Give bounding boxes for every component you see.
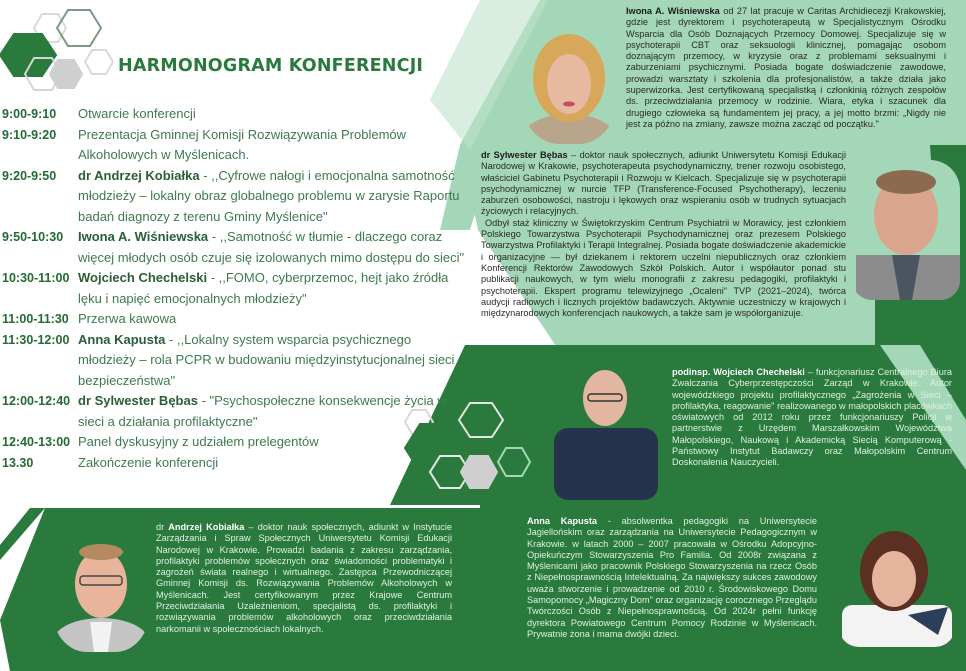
schedule-row xyxy=(2,330,472,392)
schedule-text: - ,,FOMO, cyberprzemoc, hejt jako źródła lęku i napięć emocjonalnych młodzieży" xyxy=(78,270,449,306)
bio-bebas xyxy=(481,150,846,319)
bio-text: od 27 lat pracuje w Caritas Archidiecezji Krakowskiej, gdzie jest dyrektorem i psychoterapeutą w Specjalistycznym Ośrodku Wsparcia dla Osób Doznających Przemocy Domowej. Specjalizuje się w psychoterapii CBT oraz seksuologii klinicznej, pomagając osobom doznającym przemocy, w kryzysie oraz z problemami seksualnymi i zaburzeniami psychicznymi. Posiada bogate doświadczenie zawodowe, prowadzi warsztaty i szkolenia dla profesjonalistów, a także działa jako superwizorka. Jest certyfikowaną specjalistką i członkinią różnych zespołów ds. przeciwdziałania przemocy w rodzinie. Wiara, etyka i szacunek dla drugiego człowieka są fundamentem jej pracy, a jej motto brzmi: „Nigdy nie jest za późno na zmiany, zawsze można zacząć od początku." xyxy=(626,6,946,129)
schedule-row xyxy=(2,453,472,474)
schedule-list xyxy=(2,104,472,473)
photo-chechelski xyxy=(552,360,658,500)
page-title: HARMONOGRAM KONFERENCJI xyxy=(118,56,424,76)
bio-text: – doktor nauk społecznych, adiunkt w Instytucie Zarządzania i Spraw Społecznych Uniwersytetu Komisji Edukacji Narodowej w Krakowie. Prowadzi badania z zakresu zarządzania, profilaktyki problemów społecznych oraz świadomości problematyki i zagrożeń świata realnego i wirtualnego. Zastępca Przewodniczącej Gminnej Komisji ds. Rozwiązywania Problemów Alkoholowych w Myślenicach. Jest certyfikowanym przez Krajowe Centrum Przeciwdziałania Uzależnieniom, specjalistą ds. profilaktyki i rozwiązywania problemów alkoholowych oraz przeciwdziałania narkomanii w społecznościach lokalnych. xyxy=(156,522,452,634)
schedule-time: 13.30 xyxy=(2,455,34,470)
schedule-row xyxy=(2,432,472,453)
schedule-row xyxy=(2,268,472,309)
speaker-name: Iwona A. Wiśniewska xyxy=(78,229,209,244)
photo-kapusta xyxy=(838,525,956,647)
schedule-time: 10:30-11:00 xyxy=(2,271,70,285)
photo-bebas xyxy=(852,160,960,300)
schedule-time: 9:20-9:50 xyxy=(2,168,57,183)
schedule-text: Przerwa kawowa xyxy=(78,311,177,326)
schedule-row xyxy=(2,104,472,125)
schedule-row xyxy=(2,166,472,228)
bio-kapusta xyxy=(527,516,817,640)
schedule-text: Prezentacja Gminnej Komisji Rozwiązywania Problemów Alkoholowych w Myślenicach. xyxy=(78,126,407,162)
schedule-row xyxy=(2,227,472,268)
schedule-time: 11:00-11:30 xyxy=(2,312,69,326)
schedule-time: 9:50-10:30 xyxy=(2,230,64,244)
schedule-row xyxy=(2,125,472,166)
bio-prefix: dr xyxy=(156,522,169,532)
bio-kobialka xyxy=(156,522,452,635)
bio-text: – doktor nauk społecznych, adiunkt Uniwersytetu Komisji Edukacji Narodowej w Krakowie, psychoterapeuta psychodynamiczny, trener rozwoju osobistego, właściciel Gabinetu Psychoterapii i Rozwoju w Kielcach. Specjalizuje się w psychoterapii psychodynamicznej w nurcie TFP (Transference-Focused Psychotherapy), leczeniu zaburzeń osobowości, nastroju i lękowych oraz wspieraniu osób w trudnych sytuacjach życiowych i relacyjnych. xyxy=(481,150,846,217)
schedule-time: 12:00-12:40 xyxy=(2,394,71,408)
speaker-name: dr Sylwester Bębas xyxy=(78,393,198,408)
bio-text-2: Odbył staż kliniczny w Świętokrzyskim Centrum Psychiatrii w Morawicy, jest członkiem Polskiego Towarzystwa Psychoterapii Psychodynamicznej oraz prezesem Polskiego Towarzystwa Profilaktyki i Terapii Integralnej. Posiada bogate doświadczenie akademickie i organizacyjne — był dziekanem i rektorem uczelni niepublicznych oraz członkiem Konferencji Rektorów Zawodowych Szkół Polskich. Autor i współautor ponad stu publikacji naukowych, w tym wielu monografii z zakresu pedagogiki, profilaktyki i psychoterapii. Ekspert programu telewizyjnego „Ocaleni" TVP (2021–2024), twórca audycji radiowych i licznych projektów badawczych. Aktywnie uczestniczy w krajowych i międzynarodowych konferencjach naukowych, a także sam je współorganizuje. xyxy=(481,217,846,319)
schedule-text: - "Psychospołeczne konsekwencje życia w sieci a działania profilaktyczne" xyxy=(78,393,447,429)
schedule-text: Panel dyskusyjny z udziałem prelegentów xyxy=(78,434,319,449)
photo-kobialka xyxy=(52,530,150,652)
speaker-name: dr Andrzej Kobiałka xyxy=(78,167,200,183)
speaker-name: Wojciech Chechelski xyxy=(78,270,208,285)
schedule-text: - ,,Cyfrowe nałogi i emocjonalna samotność młodzieży – lokalny obraz globalnego problemu w zarysie Raportu badań diagnozy z terenu Gminy Myślenice" xyxy=(78,167,460,224)
bio-text: - absolwentka pedagogiki na Uniwersytecie Jagiellońskim oraz zarządzania na Uniwersytecie Pedagogicznym w Krakowie. w latach 2000 – 2007 pracowała w Ośrodku Adopcyjno-Opiekuńczym Stowarzyszenia Pro Familia. Od 2008r związana z Myślenicami jako pracownik Polskiego Stowarzyszenia na rzecz Osób z Niepełnosprawnością Intelektualną. Za największy sukces zawodowy uważa stworzenie i prowadzenie od 2010 r. Środowiskowego Domu Samopomocy „Magiczny Dom" oraz organizację corocznego Przeglądu Twórczości Osób z Niepełnosprawnością. Od 2024r pełni funkcję dyrektora Powiatowego Centrum Pomocy Rodzinie w Myślenicach. Prywatnie żona i mama dwójki dzieci. xyxy=(527,516,817,639)
bio-name: Andrzej Kobiałka xyxy=(168,522,245,532)
schedule-text: - ,,Lokalny system wsparcia psychicznego młodzieży – rola PCPR w budowaniu międzyinstytucjonalnej sieci bezpieczeństwa" xyxy=(78,331,455,388)
schedule-time: 9:10-9:20 xyxy=(2,127,57,142)
bio-chechelski xyxy=(672,367,952,469)
schedule-time: 12:40-13:00 xyxy=(2,435,71,449)
bio-name: Anna Kapusta xyxy=(527,516,598,526)
schedule-text: Zakończenie konferencji xyxy=(78,454,219,470)
bio-name: Iwona A. Wiśniewska xyxy=(626,6,720,16)
bio-wisniewska xyxy=(626,6,946,130)
hexagon-decoration-top xyxy=(0,10,113,90)
speaker-name: Anna Kapusta xyxy=(78,331,166,347)
schedule-row xyxy=(2,391,472,432)
schedule-text: Otwarcie konferencji xyxy=(78,106,196,121)
schedule-time: 11:30-12:00 xyxy=(2,332,70,347)
photo-wisniewska xyxy=(520,22,618,144)
schedule-row xyxy=(2,309,472,330)
bio-name: dr Sylwester Bębas xyxy=(481,150,568,160)
schedule-text: - ,,Samotność w tłumie - dlaczego coraz więcej młodych osób czuje się izolowanych mimo dostępu do sieci" xyxy=(78,229,465,265)
schedule-time: 9:00-9:10 xyxy=(2,107,57,121)
bio-name: podinsp. Wojciech Chechelski xyxy=(672,367,805,377)
bio-text: – funkcjonariusz Centralnego Biura Zwalczania Cyberprzestępczości Zarząd w Krakowie. Autor wojewódzkiego projektu profilaktycznego „Zagrożenia w Sieci – profilaktyka, reagowanie" realizowanego w małopolskich placówkach oświatowych od 2012 roku przez funkcjonariuszy Policji w partnerstwie z Urzędem Marszałkowskim Województwa Małopolskiego, Naukową i Akademicką Siecią Komputerową - Państwowy Instytut Badawczy oraz Małopolskim Centrum Doskonalenia Nauczycieli. xyxy=(672,367,952,468)
